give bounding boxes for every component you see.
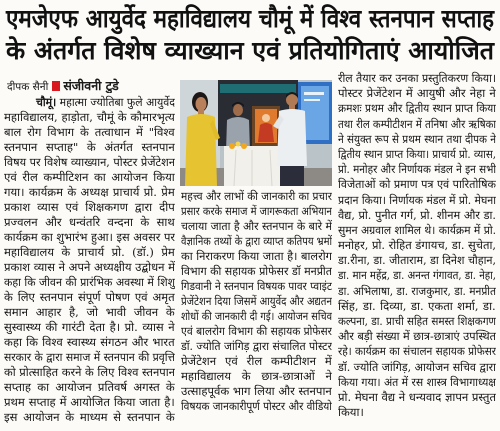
- article-line-content: [181, 294, 332, 309]
- article-line: [181, 294, 332, 309]
- article-line-text: सरकार के द्वारा समाज में स्तनपान की प्रवृत्ति: [4, 350, 175, 364]
- article-line: [338, 284, 496, 299]
- article-line-content: [338, 253, 496, 268]
- article-line: [338, 177, 496, 192]
- reporter-name: दीपक सैनी: [7, 81, 49, 93]
- article-line: [4, 155, 175, 170]
- event-photo-image: [180, 80, 332, 186]
- article-line: [4, 305, 175, 320]
- article-line-content: [338, 390, 496, 405]
- event-photo: [180, 80, 332, 186]
- article-line: [338, 314, 496, 329]
- article-line: [338, 390, 496, 405]
- article-line: [4, 215, 175, 230]
- article-line-content: [4, 230, 175, 245]
- article-line-text: डा. अभिलाषा, डा. राजकुमार, डा. मनप्रीत: [338, 283, 496, 298]
- article-line-text: सुमन अग्रवाल शामिल थे। कार्यक्रम में प्रो.: [338, 222, 496, 237]
- article-line: [338, 268, 496, 283]
- article-line-text: प्रसार करके समाज में जागरूकता अभियान: [181, 204, 332, 218]
- article-line: [338, 101, 496, 116]
- article-line: [4, 200, 175, 215]
- article-line-content: [338, 101, 496, 116]
- article-line-text: को प्रोत्साहित करने के लिए विश्व स्तनपान: [4, 365, 175, 379]
- article-line-text: महाविद्यालय के प्राचार्य प्रो. (डॉ.) प्रेम: [4, 245, 175, 259]
- article-line-content: [181, 219, 332, 234]
- article-line-content: [181, 204, 332, 219]
- publication-name: संजीवनी टुडे: [63, 78, 119, 93]
- article-line: [4, 170, 175, 185]
- article-line-text: प्रेजेंटेशन एवं रील कम्पीटीशन में: [181, 354, 332, 368]
- article-line: [338, 193, 496, 208]
- article-line-text: मनोहर, प्रो. रोहित डंगायच, डा. सुचेता,: [338, 238, 496, 253]
- headline-line-2: [6, 35, 494, 67]
- article-line: [181, 204, 332, 219]
- article-line-text: सिंह, डा. दिव्या, डा. एकता शर्मा, डा.: [338, 298, 496, 313]
- article-line-text: प्रो. मेघना वैद्य ने धन्यवाद ज्ञापन प्रस्तुत: [338, 389, 496, 404]
- article-line-content: [338, 314, 496, 329]
- article-line-content: [181, 384, 332, 398]
- article-line: [338, 405, 496, 420]
- article-line-text: कहा कि जीवन की प्रारंभिक अवस्था में शिशु: [4, 275, 175, 289]
- article-line-text: किया गया। अंत में रस शास्त्र विभागाध्यक्ष: [338, 374, 496, 389]
- article-line-content: [338, 132, 496, 147]
- article-line-content: [338, 375, 496, 390]
- article-line-content: [4, 380, 175, 394]
- article-line: [4, 260, 175, 275]
- article-line: [338, 162, 496, 177]
- article-line-content: [4, 200, 175, 214]
- article-line-text: वैद्य, प्रो. पुनीत गर्ग, प्रो. शीनम और डा.: [338, 207, 496, 222]
- article-line-content: [36, 95, 175, 110]
- article-line-content: [4, 275, 175, 290]
- article-line-text: डॉ. ज्योति जांगिड़, आयोजन सचिव द्वारा: [338, 359, 496, 374]
- article-line-text: प्रदान किया। निर्णायक मंडल में प्रो. मेघना: [338, 192, 496, 207]
- article-line: [338, 117, 496, 132]
- article-line: [4, 290, 175, 305]
- article-line: [338, 71, 496, 86]
- article-line: [4, 320, 175, 335]
- article-line-text: प्रो. मनोहर और निर्णायक मंडल ने इन सभी: [338, 162, 496, 177]
- article-line: [338, 132, 496, 147]
- article-line: [338, 147, 496, 162]
- byline: [7, 77, 175, 93]
- article-line-content: [338, 223, 496, 238]
- article-line-content: [181, 279, 332, 294]
- article-line-content: [338, 86, 496, 100]
- article-line-text: स्तनपान सप्ताह" के अंतर्गत स्तनपान: [4, 140, 175, 154]
- article-line-content: [4, 365, 175, 380]
- article-line-content: [338, 360, 496, 375]
- headline: [6, 3, 494, 67]
- article-line-text: प्रज्वलन और धन्वंतरि वन्दना के साथ: [4, 215, 175, 229]
- article-line-content: [338, 162, 496, 177]
- article-line-text: चलाया जाता है और स्तनपान के बारे में: [181, 219, 332, 233]
- article-line-content: [4, 170, 175, 184]
- article-line: [4, 245, 175, 260]
- article-line-text: गिडवानी ने स्तनपान विषयक पावर प्वाइंट: [181, 279, 332, 293]
- article-line-text: बाल रोग विभाग के तत्वाधान में "विश्व: [4, 125, 175, 139]
- article-line-text: डॉ. ज्योति जांगिड़ द्वारा संचालित पोस्टर: [181, 339, 332, 353]
- article-line: [4, 110, 175, 125]
- article-line-content: [338, 405, 364, 419]
- article-line-text: डा. मान महेंद्र, डा. अनन्त गंगावत, डा. नेहा,: [338, 268, 496, 283]
- headline-line-1: [6, 3, 494, 35]
- article-line: [181, 309, 332, 324]
- article-line-text: प्रकाश व्यास ने अपने अध्यक्षीय उद्बोधन में: [4, 260, 175, 274]
- article-line: [181, 339, 332, 354]
- article-line-content: [181, 324, 332, 339]
- article-line-text: किया।: [338, 405, 364, 420]
- article-line-text: वैज्ञानिक तथ्यों के द्वारा व्याप्त कतिपय भ्रमों: [181, 234, 332, 248]
- article-line-content: [338, 268, 496, 283]
- article-line-text: कहा कि विश्व स्वास्थ्य संगठन और भारत: [4, 335, 175, 349]
- article-line-text: इस आयोजन के माध्यम से स्तनपान के: [4, 410, 175, 424]
- article-line-content: [181, 234, 332, 249]
- article-line-content: [338, 299, 496, 313]
- article-line: [181, 264, 332, 279]
- article-line-content: [4, 245, 175, 259]
- article-line-content: [181, 264, 332, 279]
- article-line: [4, 230, 175, 245]
- article-line-text: शोधों की जानकारी दी गई। आयोजन सचिव: [181, 309, 332, 323]
- article-line-text: प्रकाश व्यास एवं शिक्षकगण द्वारा दीप: [4, 200, 175, 214]
- article-line: [4, 95, 175, 110]
- sanjeevani-logo-icon: [52, 81, 60, 91]
- article-line: [181, 219, 332, 234]
- article-line: [4, 185, 175, 200]
- article-line-content: [338, 117, 496, 132]
- article-line-content: [4, 335, 175, 349]
- article-line-content: [181, 399, 332, 414]
- article-line: [4, 350, 175, 365]
- article-line-content: [4, 140, 175, 154]
- article-column-1: [4, 95, 175, 429]
- article-column-2: [181, 189, 332, 427]
- article-line-content: [4, 410, 175, 424]
- article-line-text: सप्ताह का आयोजन प्रतिवर्ष अगस्त के: [4, 380, 175, 394]
- article-line-text: तथा रील कम्पीटीशन में तनिषा और ऋषिका: [338, 116, 496, 131]
- article-line-content: [4, 395, 175, 409]
- article-line: [4, 380, 175, 395]
- article-line-text: गया। कार्यक्रम के अध्यक्ष प्राचार्य प्रो. प्रेम: [4, 185, 175, 199]
- article-line-content: [338, 147, 496, 162]
- article-line-text: विभाग की सहायक प्रोफेसर डॉ मनप्रीत: [181, 264, 332, 278]
- article-line-content: [181, 369, 332, 383]
- article-line-text: रील तैयार कर उनका प्रस्तुतिकरण किया।: [338, 71, 496, 85]
- article-line: [181, 234, 332, 249]
- article-line-text: पोस्टर प्रेजेंटेशन में आयुषी और नेहा ने: [338, 86, 496, 101]
- article-line-content: [338, 238, 496, 253]
- article-line: [338, 299, 496, 314]
- article-line-content: [181, 189, 332, 204]
- article-line: [4, 410, 175, 425]
- article-line: [4, 140, 175, 155]
- article-line-content: [4, 110, 175, 124]
- article-line-text: और बड़ी संख्या में छात्र-छात्राएं उपस्थित: [338, 329, 496, 344]
- article-line: [338, 253, 496, 268]
- article-line-text: एवं रील कम्पीटिशन का आयोजन किया: [4, 170, 175, 184]
- article-line-text: एवं बालरोग विभाग की सहायक प्रोफेसर: [181, 324, 332, 338]
- article-line: [338, 360, 496, 375]
- article-line-text: कल्पना, डा. प्राची सहित समस्त शिक्षकगण: [338, 314, 496, 328]
- article-line-content: [181, 354, 332, 368]
- article-line-content: [181, 309, 332, 324]
- article-line-text: कार्यक्रम का शुभारंभ हुआ। इस अवसर पर: [4, 230, 175, 244]
- article-line: [4, 395, 175, 410]
- article-line: [338, 86, 496, 101]
- article-line-text: विजेताओं को प्रमाण पत्र एवं पारितोषिक: [338, 177, 496, 192]
- article-line-text: ने संयुक्त रूप से प्रथम स्थान तथा दीपक ने: [338, 131, 496, 146]
- article-line-content: [338, 208, 496, 223]
- article-line-content: [338, 71, 496, 86]
- article-line-text: विषय पर विशेष व्याख्यान, पोस्टर प्रेजेंटेशन: [4, 155, 175, 169]
- article-line-text: रहे। कार्यक्रम का संचालन सहायक प्रोफेसर: [338, 344, 496, 359]
- headline-text: के अंतर्गत विशेष व्याख्यान एवं प्रतियोगिताएं आयोजित: [6, 36, 494, 65]
- article-line-text: विषयक जानकारीपूर्ण पोस्टर और वीडियो: [181, 399, 332, 413]
- article-line-content: [4, 290, 175, 304]
- article-line-content: [4, 215, 175, 229]
- article-line-text: महात्मा ज्योतिबा फुले आयुर्वेद: [59, 95, 175, 109]
- article-line: [181, 249, 332, 264]
- article-line: [338, 375, 496, 390]
- article-line-text: क्रमशः प्रथम और द्वितीय स्थान प्राप्त किया: [338, 101, 496, 116]
- article-line-text: सुस्वास्थ्य की गारंटी देता है। प्रो. व्यास ने: [4, 320, 175, 334]
- article-line: [338, 223, 496, 238]
- article-line-text: का निराकरण किया जाता है। बालरोग: [181, 249, 332, 263]
- article-line-content: [4, 185, 175, 199]
- article-line-content: [338, 284, 496, 299]
- dateline: चौमूं।: [36, 95, 57, 109]
- article-line-content: [181, 249, 332, 264]
- article-line-content: [4, 125, 175, 139]
- article-line: [4, 335, 175, 350]
- article-line-content: [4, 350, 175, 365]
- article-line: [4, 365, 175, 380]
- article-line-content: [4, 320, 175, 334]
- article-line-text: द्वितीय स्थान प्राप्त किया। प्राचार्य प्रो. व्यास,: [338, 146, 496, 161]
- article-line-text: डा.रीना, डा. जीताराम, डा दिनेश चौहान,: [338, 253, 496, 268]
- article-line-text: महत्त्व और लाभों की जानकारी का प्रचार: [181, 189, 332, 203]
- article-line-text: समान आहार है, जो भावी जीवन के: [4, 305, 175, 319]
- article-line-text: महाविद्यालय, हाड़ोता, चौमूं के कौमारभृत्य: [4, 110, 175, 124]
- article-line-content: [338, 193, 496, 208]
- article-line-text: प्रेजेंटेशन दिया जिसमें आयुर्वेद और अद्यतन: [181, 294, 332, 308]
- article-line: [338, 238, 496, 253]
- article-line: [181, 384, 332, 399]
- article-line-text: उत्साहपूर्वक भाग लिया और स्तनपान: [181, 384, 332, 398]
- article-line: [181, 369, 332, 384]
- article-line: [181, 399, 332, 414]
- article-line: [338, 344, 496, 359]
- article-line: [181, 189, 332, 204]
- article-line-text: महाविद्यालय के छात्र-छात्राओं ने: [181, 369, 332, 383]
- article-line-content: [4, 155, 175, 170]
- article-line-text: के लिए स्तनपान संपूर्ण पोषण एवं अमृत: [4, 290, 175, 304]
- article-line: [181, 354, 332, 369]
- article-line-content: [338, 177, 496, 192]
- article-line-content: [181, 339, 332, 354]
- article-line: [4, 275, 175, 290]
- article-line-content: [4, 305, 175, 319]
- article-line: [338, 329, 496, 344]
- headline-text: एमजेएफ आयुर्वेद महाविद्यालय चौमूं में विश्व स्तनपान सप्ताह: [6, 4, 494, 33]
- article-line-content: [4, 260, 175, 275]
- article-line-text: प्रथम सप्ताह में आयोजित किया जाता है।: [4, 395, 175, 409]
- article-line: [181, 279, 332, 294]
- article-line-content: [338, 344, 496, 359]
- article-line: [338, 208, 496, 223]
- article-line: [181, 324, 332, 339]
- article-line-content: [338, 329, 496, 344]
- article-line: [4, 125, 175, 140]
- article-column-3: [338, 71, 496, 429]
